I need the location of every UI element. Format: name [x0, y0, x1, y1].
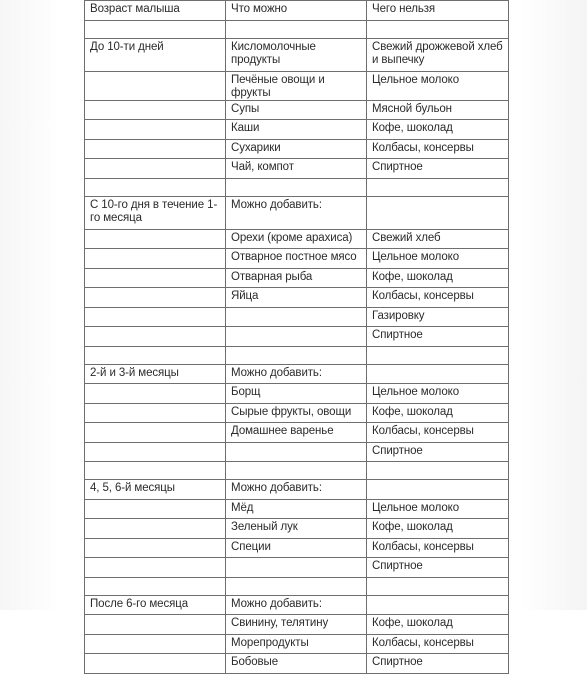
age-cell	[85, 288, 226, 308]
forbidden-cell: Кофе, шоколад	[367, 403, 509, 423]
header-allowed: Что можно	[226, 1, 367, 21]
allowed-cell: Печёные овощи и фрукты	[226, 71, 367, 100]
age-cell: 2-й и 3-й месяцы	[85, 364, 226, 384]
allowed-cell: Специи	[226, 538, 367, 558]
age-cell	[85, 654, 226, 674]
allowed-cell: Домашнее варенье	[226, 423, 367, 443]
age-cell	[85, 558, 226, 578]
forbidden-cell: Кофе, шоколад	[367, 615, 509, 635]
allowed-cell: Можно добавить:	[226, 595, 367, 615]
table-header-row	[85, 1, 509, 21]
table-row	[85, 615, 509, 635]
table-row	[85, 442, 509, 462]
table-row	[85, 229, 509, 249]
forbidden-cell: Кофе, шоколад	[367, 268, 509, 288]
age-cell	[85, 462, 226, 480]
forbidden-cell: Цельное молоко	[367, 384, 509, 404]
age-cell	[85, 615, 226, 635]
age-cell	[85, 577, 226, 595]
age-cell	[85, 327, 226, 347]
header-forbidden: Чего нельзя	[367, 1, 509, 21]
table-row	[85, 577, 509, 595]
table-row	[85, 558, 509, 578]
allowed-cell: Борщ	[226, 384, 367, 404]
allowed-cell: Чай, компот	[226, 159, 367, 179]
table-row	[85, 38, 509, 71]
table-row	[85, 346, 509, 364]
age-cell	[85, 538, 226, 558]
allowed-cell: Орехи (кроме арахиса)	[226, 229, 367, 249]
table-row	[85, 120, 509, 140]
table-row	[85, 480, 509, 500]
allowed-cell: Супы	[226, 100, 367, 120]
allowed-cell: Свинину, телятину	[226, 615, 367, 635]
forbidden-cell: Кофе, шоколад	[367, 519, 509, 539]
table-row	[85, 423, 509, 443]
forbidden-cell: Цельное молоко	[367, 71, 509, 100]
allowed-cell	[226, 178, 367, 196]
allowed-cell: Сырые фрукты, овощи	[226, 403, 367, 423]
age-cell	[85, 159, 226, 179]
allowed-cell	[226, 577, 367, 595]
table-row	[85, 327, 509, 347]
forbidden-cell: Колбасы, консервы	[367, 288, 509, 308]
forbidden-cell	[367, 364, 509, 384]
forbidden-cell: Спиртное	[367, 327, 509, 347]
age-cell	[85, 346, 226, 364]
forbidden-cell: Свежий дрожжевой хлеб и выпечку	[367, 38, 509, 71]
table-row	[85, 519, 509, 539]
table-row	[85, 403, 509, 423]
table-row	[85, 499, 509, 519]
allowed-cell	[226, 462, 367, 480]
allowed-cell: Отварное постное мясо	[226, 249, 367, 269]
table-row	[85, 159, 509, 179]
age-cell	[85, 249, 226, 269]
age-cell: С 10-го дня в течение 1-го месяца	[85, 196, 226, 229]
table-row	[85, 462, 509, 480]
table-row	[85, 178, 509, 196]
forbidden-cell	[367, 20, 509, 38]
table-row	[85, 288, 509, 308]
forbidden-cell: Колбасы, консервы	[367, 423, 509, 443]
allowed-cell	[226, 346, 367, 364]
forbidden-cell: Спиртное	[367, 159, 509, 179]
table-row	[85, 71, 509, 100]
age-cell	[85, 423, 226, 443]
forbidden-cell	[367, 480, 509, 500]
forbidden-cell: Газировку	[367, 307, 509, 327]
age-cell	[85, 403, 226, 423]
table-row	[85, 20, 509, 38]
table-row	[85, 100, 509, 120]
age-cell	[85, 229, 226, 249]
age-cell	[85, 139, 226, 159]
age-cell	[85, 384, 226, 404]
age-cell	[85, 307, 226, 327]
allowed-cell	[226, 307, 367, 327]
age-cell	[85, 100, 226, 120]
forbidden-cell	[367, 196, 509, 229]
allowed-cell: Зеленый лук	[226, 519, 367, 539]
table-row	[85, 139, 509, 159]
forbidden-cell: Спиртное	[367, 442, 509, 462]
table-row	[85, 249, 509, 269]
forbidden-cell: Спиртное	[367, 558, 509, 578]
age-cell	[85, 442, 226, 462]
allowed-cell: Яйца	[226, 288, 367, 308]
age-cell: До 10-ти дней	[85, 38, 226, 71]
age-cell: 4, 5, 6-й месяцы	[85, 480, 226, 500]
forbidden-cell: Кофе, шоколад	[367, 120, 509, 140]
allowed-cell	[226, 20, 367, 38]
forbidden-cell	[367, 577, 509, 595]
age-cell	[85, 20, 226, 38]
allowed-cell: Можно добавить:	[226, 196, 367, 229]
allowed-cell: Можно добавить:	[226, 364, 367, 384]
allowed-cell: Бобовые	[226, 654, 367, 674]
allowed-cell	[226, 327, 367, 347]
age-cell	[85, 634, 226, 654]
allowed-cell: Сухарики	[226, 139, 367, 159]
age-cell	[85, 268, 226, 288]
forbidden-cell	[367, 595, 509, 615]
forbidden-cell: Цельное молоко	[367, 249, 509, 269]
table-row	[85, 384, 509, 404]
allowed-cell	[226, 442, 367, 462]
allowed-cell: Кисломолочные продукты	[226, 38, 367, 71]
forbidden-cell	[367, 178, 509, 196]
allowed-cell: Мёд	[226, 499, 367, 519]
age-cell	[85, 120, 226, 140]
age-cell	[85, 499, 226, 519]
forbidden-cell: Колбасы, консервы	[367, 538, 509, 558]
allowed-cell: Отварная рыба	[226, 268, 367, 288]
forbidden-cell: Свежий хлеб	[367, 229, 509, 249]
header-age: Возраст малыша	[85, 1, 226, 21]
table-row	[85, 307, 509, 327]
age-cell	[85, 519, 226, 539]
allowed-cell: Морепродукты	[226, 634, 367, 654]
forbidden-cell	[367, 346, 509, 364]
baby-diet-table	[84, 0, 509, 674]
age-cell	[85, 178, 226, 196]
table-body	[85, 20, 509, 673]
table-row	[85, 196, 509, 229]
allowed-cell: Можно добавить:	[226, 480, 367, 500]
forbidden-cell	[367, 462, 509, 480]
forbidden-cell: Мясной бульон	[367, 100, 509, 120]
age-cell: После 6-го месяца	[85, 595, 226, 615]
allowed-cell	[226, 558, 367, 578]
forbidden-cell: Цельное молоко	[367, 499, 509, 519]
forbidden-cell: Спиртное	[367, 654, 509, 674]
forbidden-cell: Колбасы, консервы	[367, 634, 509, 654]
forbidden-cell: Колбасы, консервы	[367, 139, 509, 159]
table-row	[85, 595, 509, 615]
table-row	[85, 268, 509, 288]
table-row	[85, 634, 509, 654]
table-row	[85, 538, 509, 558]
table-row	[85, 654, 509, 674]
allowed-cell: Каши	[226, 120, 367, 140]
table-row	[85, 364, 509, 384]
age-cell	[85, 71, 226, 100]
